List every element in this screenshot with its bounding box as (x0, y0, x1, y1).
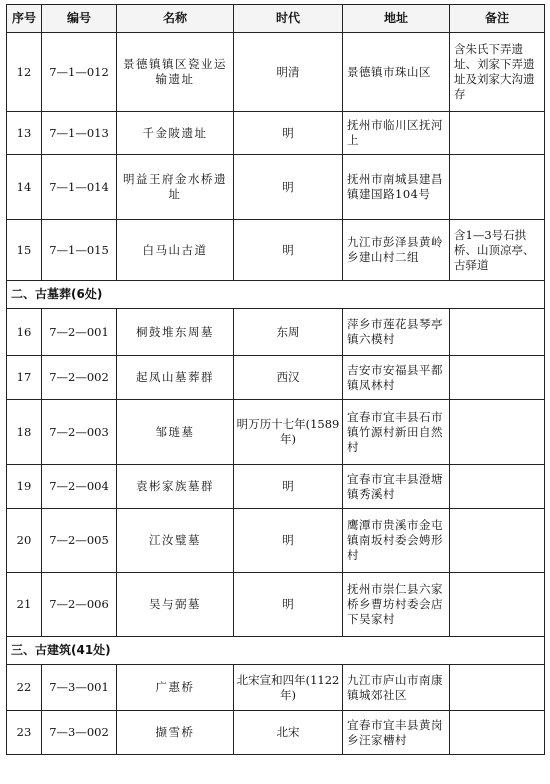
cell-address: 九江市庐山市南康镇城郊社区 (343, 665, 450, 711)
cell-seq: 22 (7, 665, 42, 711)
table-row (7, 155, 545, 220)
header-address: 地址 (343, 5, 450, 33)
cell-note (450, 112, 545, 155)
cell-address: 景德镇市珠山区 (343, 33, 450, 112)
cell-seq: 17 (7, 356, 42, 400)
cell-code: 7—2—005 (42, 509, 117, 573)
cell-note (450, 509, 545, 573)
cell-era: 明万历十七年(1589年) (234, 400, 343, 465)
cell-name: 广惠桥 (117, 665, 234, 711)
cell-name: 撷雪桥 (117, 711, 234, 755)
section-row (7, 637, 545, 665)
cell-era: 北宋 (234, 711, 343, 755)
cell-name: 江汝璧墓 (117, 509, 234, 573)
cell-code: 7—2—006 (42, 573, 117, 637)
cell-name: 明益王府金水桥遗址 (117, 155, 234, 220)
header-row (7, 5, 545, 33)
cell-code: 7—2—003 (42, 400, 117, 465)
table-row (7, 356, 545, 400)
cell-name: 袁彬家族墓群 (117, 465, 234, 509)
cell-code: 7—2—002 (42, 356, 117, 400)
heritage-table (6, 4, 545, 755)
table-row (7, 573, 545, 637)
table-row (7, 33, 545, 112)
section-title: 三、古建筑(41处) (7, 637, 545, 665)
cell-code: 7—2—001 (42, 309, 117, 356)
cell-seq: 23 (7, 711, 42, 755)
cell-note (450, 711, 545, 755)
cell-code: 7—3—002 (42, 711, 117, 755)
cell-address: 抚州市南城县建昌镇建国路104号 (343, 155, 450, 220)
cell-address: 宜春市宜丰县澄塘镇秀溪村 (343, 465, 450, 509)
cell-address: 宜春市宜丰县石市镇竹源村新田自然村 (343, 400, 450, 465)
cell-code: 7—2—004 (42, 465, 117, 509)
cell-note (450, 573, 545, 637)
cell-era: 东周 (234, 309, 343, 356)
cell-address: 萍乡市莲花县琴亭镇六模村 (343, 309, 450, 356)
cell-seq: 12 (7, 33, 42, 112)
cell-note (450, 665, 545, 711)
cell-code: 7—3—001 (42, 665, 117, 711)
cell-note (450, 465, 545, 509)
cell-note: 含朱氏下弄遗址、刘家下弄遗址及刘家大沟遗存 (450, 33, 545, 112)
table-row (7, 665, 545, 711)
cell-era: 明 (234, 155, 343, 220)
cell-note: 含1—3号石拱桥、山顶凉亭、古驿道 (450, 220, 545, 281)
cell-seq: 14 (7, 155, 42, 220)
cell-seq: 20 (7, 509, 42, 573)
cell-era: 明 (234, 220, 343, 281)
cell-era: 明 (234, 573, 343, 637)
header-name: 名称 (117, 5, 234, 33)
cell-name: 白马山古道 (117, 220, 234, 281)
cell-seq: 16 (7, 309, 42, 356)
cell-code: 7—1—015 (42, 220, 117, 281)
cell-name: 千金陂遗址 (117, 112, 234, 155)
cell-era: 明清 (234, 33, 343, 112)
cell-name: 起凤山墓葬群 (117, 356, 234, 400)
cell-era: 北宋宣和四年(1122年) (234, 665, 343, 711)
header-note: 备注 (450, 5, 545, 33)
cell-address: 九江市彭泽县黄岭乡建山村二组 (343, 220, 450, 281)
cell-note (450, 400, 545, 465)
cell-note (450, 155, 545, 220)
cell-era: 明 (234, 509, 343, 573)
cell-era: 西汉 (234, 356, 343, 400)
table-row (7, 465, 545, 509)
table-row (7, 509, 545, 573)
section-row (7, 281, 545, 309)
cell-address: 抚州市临川区抚河上 (343, 112, 450, 155)
cell-code: 7—1—012 (42, 33, 117, 112)
section-title: 二、古墓葬(6处) (7, 281, 545, 309)
cell-address: 吉安市安福县平都镇凤林村 (343, 356, 450, 400)
table-row (7, 400, 545, 465)
cell-era: 明 (234, 465, 343, 509)
table-row (7, 711, 545, 755)
cell-seq: 15 (7, 220, 42, 281)
cell-seq: 13 (7, 112, 42, 155)
cell-name: 吴与弼墓 (117, 573, 234, 637)
cell-name: 桐鼓堆东周墓 (117, 309, 234, 356)
cell-seq: 21 (7, 573, 42, 637)
table-row (7, 309, 545, 356)
cell-address: 鹰潭市贵溪市金屯镇南坂村委会娉形村 (343, 509, 450, 573)
cell-seq: 19 (7, 465, 42, 509)
table-row (7, 220, 545, 281)
cell-note (450, 356, 545, 400)
cell-era: 明 (234, 112, 343, 155)
cell-address: 抚州市崇仁县六家桥乡曹坊村委会店下吴家村 (343, 573, 450, 637)
cell-name: 邹琏墓 (117, 400, 234, 465)
cell-note (450, 309, 545, 356)
cell-seq: 18 (7, 400, 42, 465)
cell-name: 景德镇镇区瓷业运输遗址 (117, 33, 234, 112)
header-era: 时代 (234, 5, 343, 33)
cell-address: 宜春市宜丰县黄岗乡汪家槽村 (343, 711, 450, 755)
table-row (7, 112, 545, 155)
cell-code: 7—1—013 (42, 112, 117, 155)
header-seq: 序号 (7, 5, 42, 33)
cell-code: 7—1—014 (42, 155, 117, 220)
header-code: 编号 (42, 5, 117, 33)
